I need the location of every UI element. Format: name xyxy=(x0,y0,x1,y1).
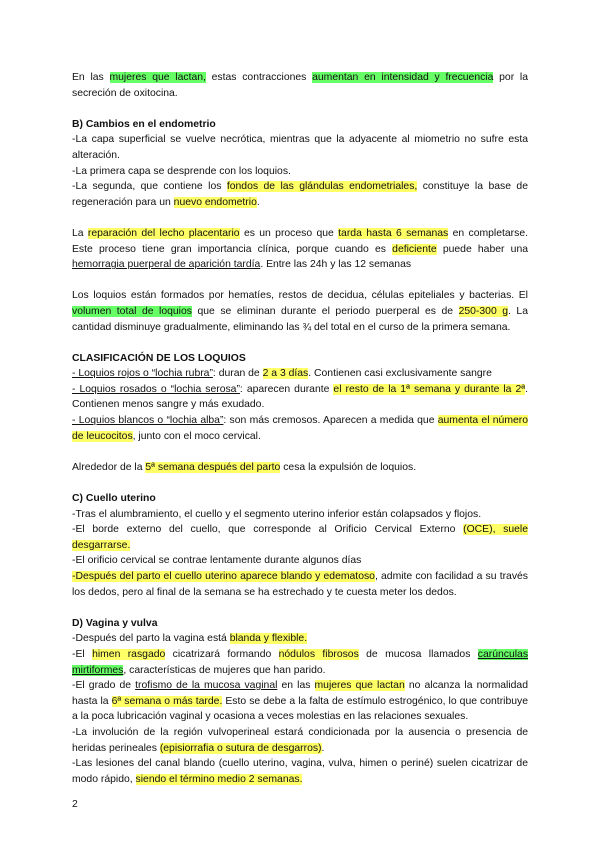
highlight: mujeres que lactan xyxy=(314,680,405,692)
text: Alrededor de la xyxy=(72,461,146,473)
highlight: 2 a 3 días xyxy=(262,368,309,380)
text: La xyxy=(72,227,88,239)
page-number: 2 xyxy=(72,799,78,810)
highlight: mujeres que lactan, xyxy=(109,72,206,83)
highlight: blanda y flexible. xyxy=(229,633,308,645)
cuello-line: -El orificio cervical se contrae lentamente durante algunos días xyxy=(72,555,362,567)
highlight: -Después del parto el cuello uterino aparece blando y edematoso xyxy=(72,571,375,582)
underlined-text: - Loquios rosados o “lochia serosa” xyxy=(72,383,240,395)
text: no alcanza la normalidad hasta la xyxy=(72,680,528,707)
text: . xyxy=(321,742,325,754)
highlight: 6ª semana o más tarde. xyxy=(111,695,223,707)
text: cicatrizará formando xyxy=(165,648,279,660)
loquios-type-serosa xyxy=(72,382,528,413)
underlined-text: - Loquios blancos o “lochia alba” xyxy=(72,415,224,427)
underlined-text: hemorragia puerperal de aparición tardía xyxy=(72,259,261,271)
document-page xyxy=(72,70,528,787)
text: : aparecen durante xyxy=(239,383,334,395)
intro-paragraph xyxy=(72,70,528,101)
vagina-line xyxy=(72,725,528,756)
highlight: reparación del lecho placentario xyxy=(87,227,240,239)
text: -La segunda, que contiene los xyxy=(72,181,227,193)
highlight: el resto de la 1ª semana y durante la 2ª xyxy=(333,383,526,395)
section-heading-vagina: D) Vagina y vulva xyxy=(72,617,158,629)
text: -Las lesiones del canal blando (cuello uterino, vagina, vulva, himen o periné) suelen cicatrizar de modo rápido, xyxy=(72,758,528,785)
highlight: aumentan en intensidad y frecuencia xyxy=(312,72,494,83)
section-heading-clasificacion: CLASIFICACIÓN DE LOS LOQUIOS xyxy=(72,352,246,364)
highlight: volumen total de loquios xyxy=(72,305,192,317)
text: Esto se debe a la falta de estímulo estrogénico, lo que contribuye a la poca lubricación vaginal y ocasiona a veces molestias en las relaciones sexuales. xyxy=(72,695,528,723)
text: -El xyxy=(72,648,93,660)
text: : duran de xyxy=(212,368,263,380)
highlight: aumenta el número de leucocitos xyxy=(72,415,528,442)
text: cesa la expulsión de loquios. xyxy=(280,461,417,473)
text: constituye la base de regeneración para un xyxy=(72,181,528,208)
text: . Entre las 24h y las 12 semanas xyxy=(260,259,412,271)
underlined-text: trofismo de la mucosa vaginal xyxy=(135,680,278,692)
text: . Contienen menos sangre y más exudado. xyxy=(72,383,528,411)
text: -Después del parto la vagina está xyxy=(72,633,230,645)
highlight: carúnculas mirtiformes xyxy=(72,648,529,676)
vagina-line xyxy=(72,756,528,787)
text: , admite con facilidad a su través los dedos, pero al final de la semana se ha estrechado y te cuesta meter los dedos. xyxy=(72,571,528,598)
text: en completarse. Este proceso tiene gran importancia clínica, porque cuando es xyxy=(72,227,528,255)
text: . xyxy=(256,196,260,208)
text: : son más cremosos. Aparecen a medida que xyxy=(223,415,438,427)
loquios-paragraph xyxy=(72,288,528,335)
loquios-type-alba xyxy=(72,413,528,444)
text: en las xyxy=(277,680,315,692)
text: -La involución de la región vulvoperineal estará condicionada por la ausencia o presencia de heridas perineales xyxy=(72,726,528,754)
highlight: nuevo endometrio xyxy=(173,196,257,208)
text: por la secreción de oxitocina. xyxy=(72,72,528,99)
highlight: himen rasgado xyxy=(92,648,166,660)
text: . La cantidad disminuye gradualmente, eliminando las ¾ del total en el curso de la primera semana. xyxy=(72,305,528,333)
expulsion-paragraph xyxy=(72,460,528,476)
highlight: (OCE), suele desgarrarse. xyxy=(72,524,528,551)
underlined-text: - Loquios rojos o “lochia rubra” xyxy=(72,368,213,380)
text: , junto con el moco cervical. xyxy=(132,430,261,442)
cuello-line: -Tras el alumbramiento, el cuello y el segmento uterino inferior están colapsados y flojos. xyxy=(72,508,482,520)
loquios-type-rubra xyxy=(72,366,528,382)
text: Los loquios están formados por hematíes, restos de decidua, células epiteliales y bacterias. El xyxy=(72,290,528,302)
endometrio-line: -La primera capa se desprende con los loquios. xyxy=(72,165,291,177)
text: de mucosa llamados xyxy=(358,648,478,660)
highlight: 250-300 g xyxy=(458,305,509,317)
endometrio-line xyxy=(72,179,528,210)
section-heading-endometrio: B) Cambios en el endometrio xyxy=(72,118,216,130)
cuello-line xyxy=(72,522,528,553)
section-heading-cuello: C) Cuello uterino xyxy=(72,493,156,505)
highlight: nódulos fibrosos xyxy=(278,648,359,660)
text: . Contienen casi exclusivamente sangre xyxy=(308,368,492,380)
cuello-line xyxy=(72,569,528,600)
text: -El borde externo del cuello, que corresponde al Orificio Cervical Externo xyxy=(72,524,464,536)
vagina-line xyxy=(72,647,528,678)
highlight: siendo el término medio 2 semanas. xyxy=(135,773,303,785)
vagina-line xyxy=(72,631,528,647)
text: En las xyxy=(72,72,110,83)
highlight: tarda hasta 6 semanas xyxy=(338,227,449,239)
highlight: (episiorrafia o sutura de desgarros) xyxy=(159,742,322,754)
reparacion-paragraph xyxy=(72,226,528,273)
text: , características de mujeres que han parido. xyxy=(123,664,326,676)
text: es un proceso que xyxy=(239,227,339,239)
highlight: 5ª semana después del parto xyxy=(145,461,281,473)
vagina-line xyxy=(72,678,528,725)
text: que se eliminan durante el periodo puerperal es de xyxy=(191,305,459,317)
text: -El grado de xyxy=(72,680,136,692)
endometrio-line: -La capa superficial se vuelve necrótica, mientras que la adyacente al miometrio no sufre esta alteración. xyxy=(72,134,528,161)
text: estas contracciones xyxy=(205,72,313,83)
text: puede haber una xyxy=(436,243,528,255)
highlight: fondos de las glándulas endometriales, xyxy=(226,181,418,193)
highlight: deficiente xyxy=(392,243,437,255)
